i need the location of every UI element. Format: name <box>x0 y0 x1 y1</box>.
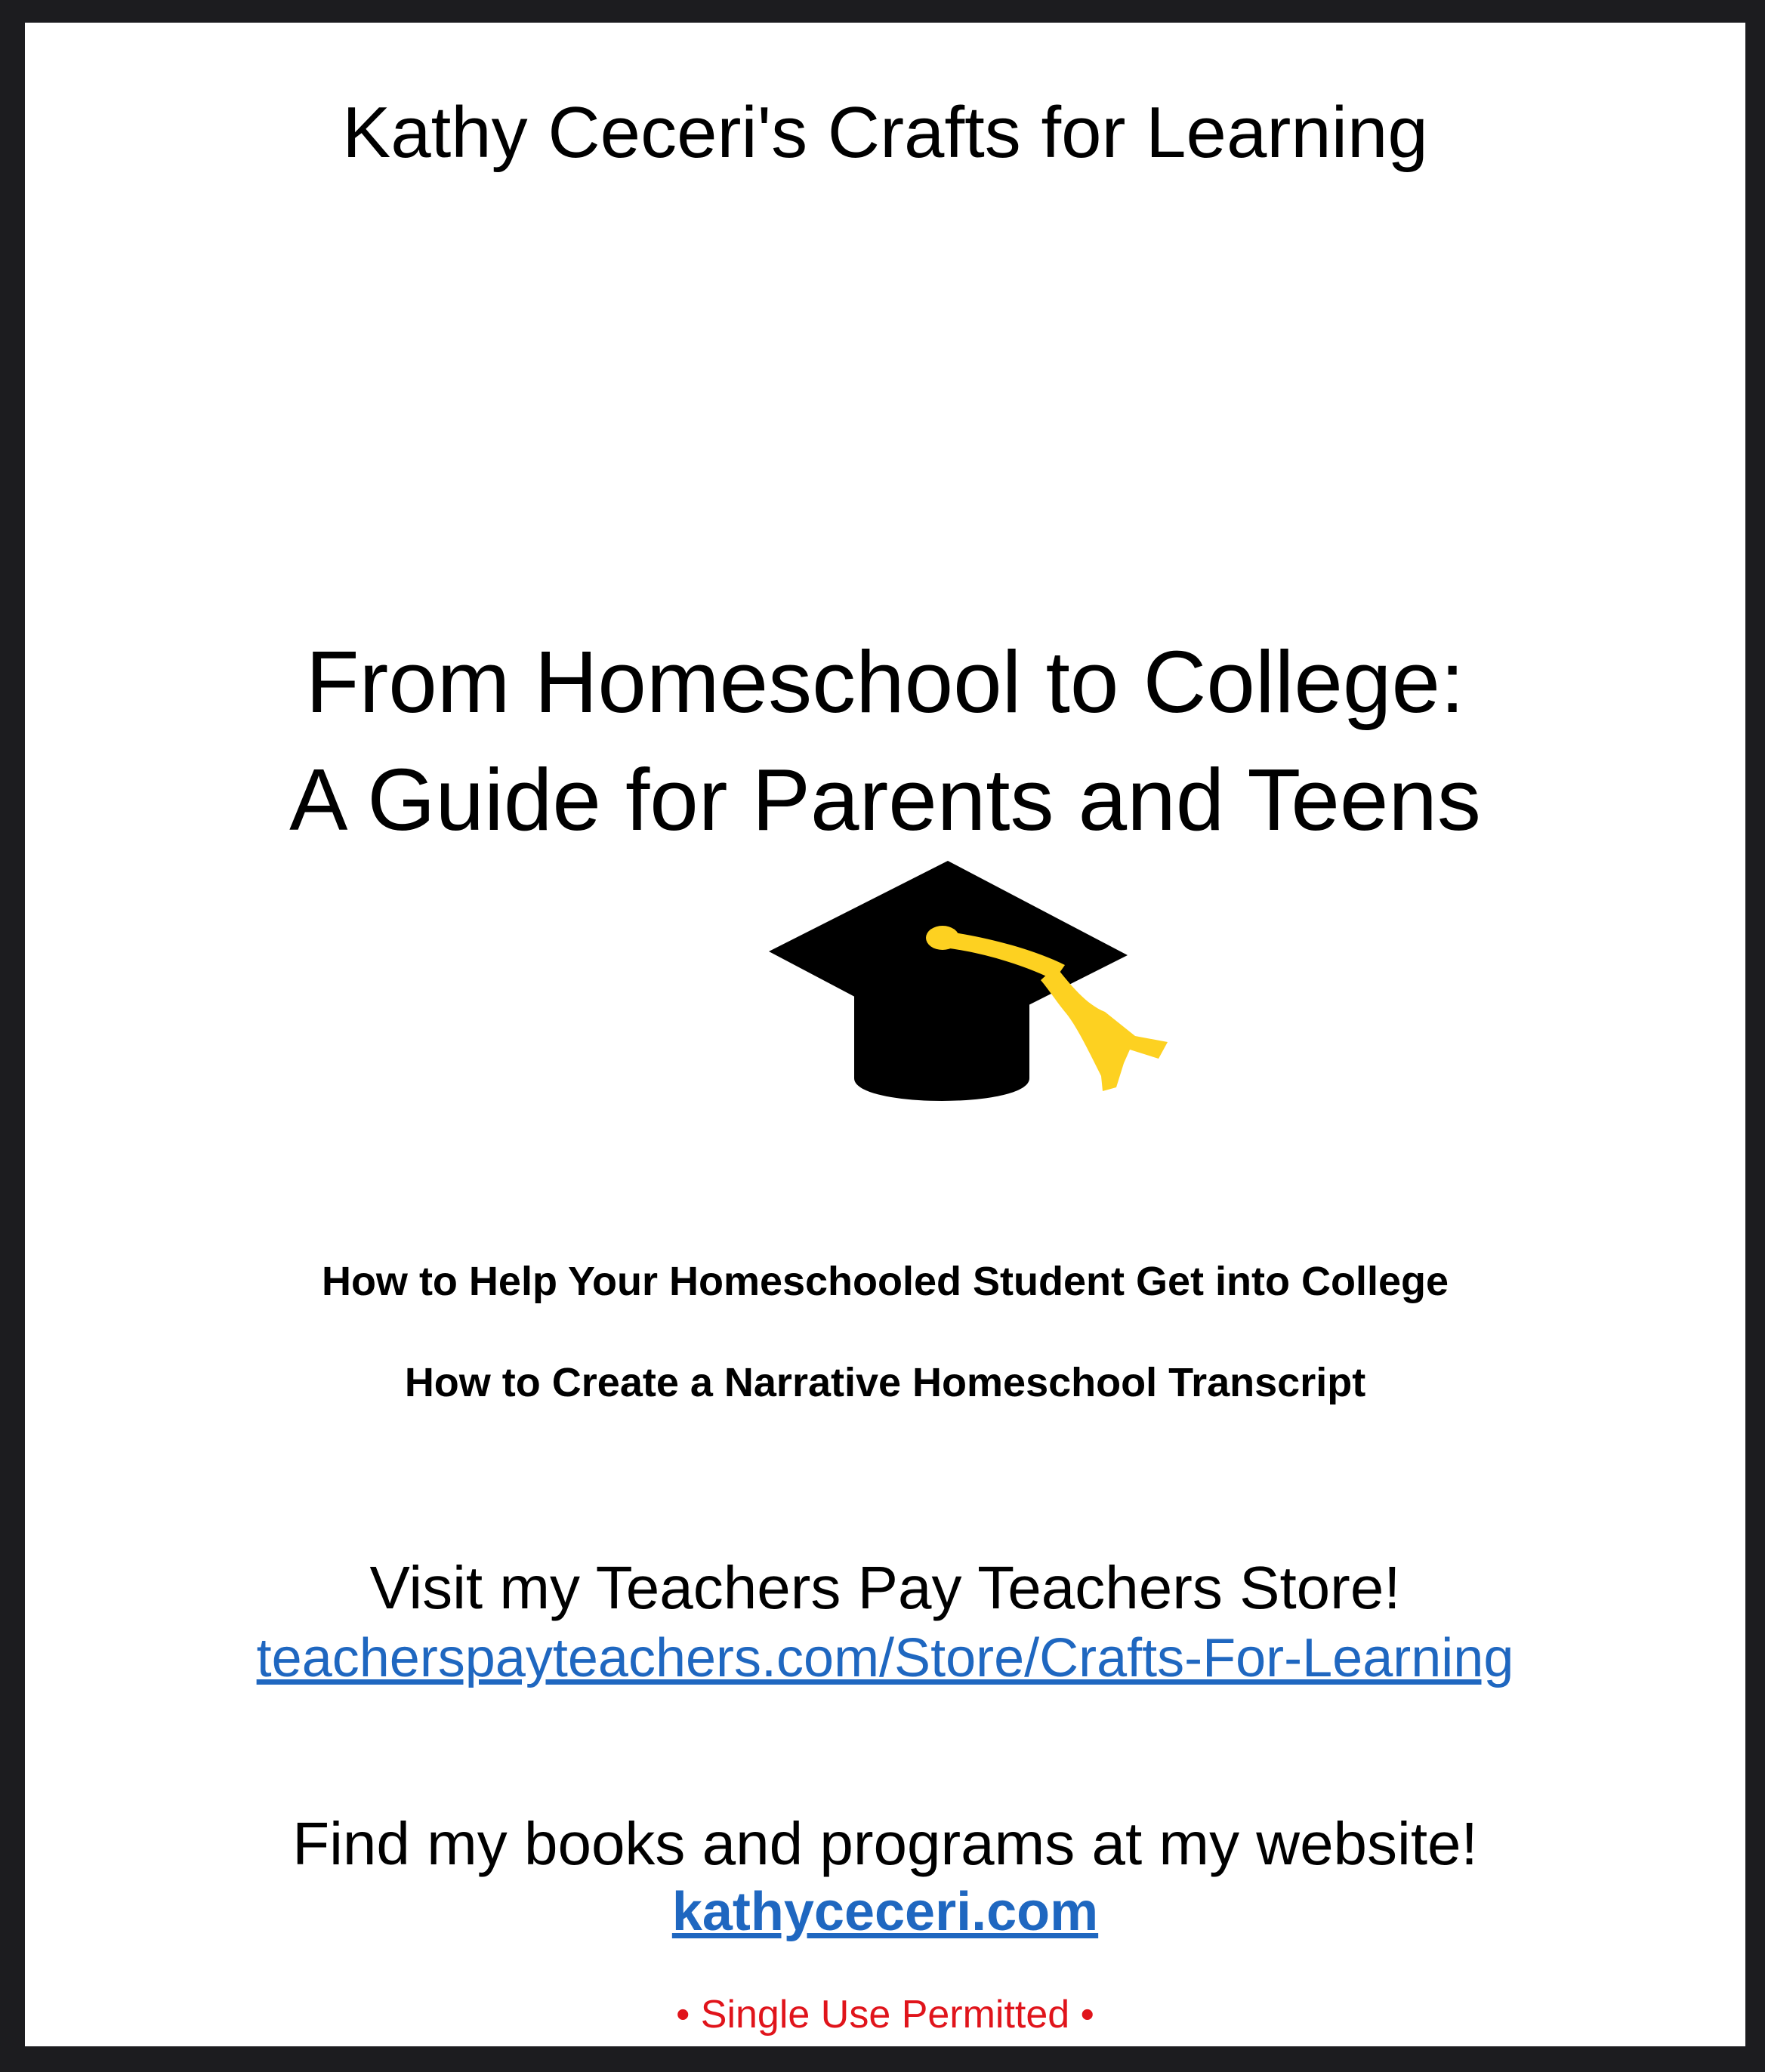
subtitle-1: How to Help Your Homeschooled Student Get into College <box>321 1259 1449 1304</box>
subtitle-2: How to Create a Narrative Homeschool Transcript <box>404 1360 1366 1405</box>
cap-base <box>854 985 1029 1101</box>
usage-notice: • Single Use Permitted • <box>676 1993 1094 2037</box>
document-page <box>25 23 1745 2046</box>
brand-heading: Kathy Ceceri's Crafts for Learning <box>342 92 1428 173</box>
tassel-button <box>926 926 959 950</box>
store-link[interactable]: teacherspayteachers.com/Store/Crafts-For-Learning <box>256 1628 1514 1688</box>
tassel-fringe <box>1041 967 1168 1091</box>
title-line-1: From Homeschool to College: <box>305 633 1465 731</box>
store-prompt: Visit my Teachers Pay Teachers Store! <box>369 1554 1401 1621</box>
graduation-cap-icon <box>769 861 1222 1118</box>
title-line-2: A Guide for Parents and Teens <box>289 751 1481 849</box>
website-prompt: Find my books and programs at my website! <box>292 1810 1478 1877</box>
document-title <box>25 623 1745 859</box>
website-link[interactable]: kathyceceri.com <box>671 1882 1099 1942</box>
